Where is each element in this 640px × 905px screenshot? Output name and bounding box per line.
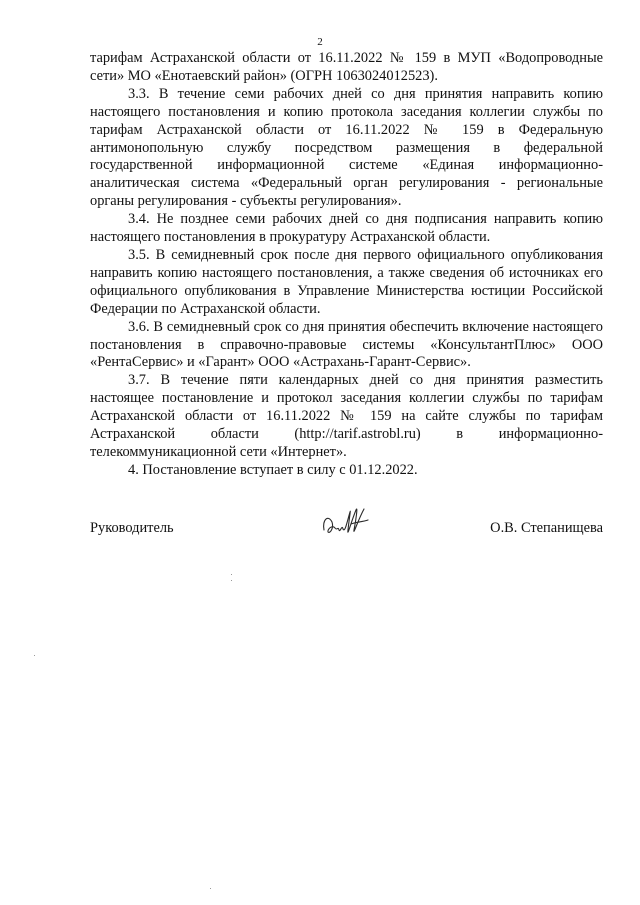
- scan-speck: [34, 655, 35, 656]
- paragraph-3-5: 3.5. В семидневный срок после дня первого официального опубликования направить копию настоящего постановления, а также сведения об источниках его официального опубликования в Управление Министерства юстиции Российской Федерации по Астраханской области.: [90, 246, 603, 317]
- paragraph-continuation: тарифам Астраханской области от 16.11.2022 № 159 в МУП «Водопроводные сети» МО «Енотаевский район» (ОГРН 1063024012523).: [90, 50, 603, 84]
- paragraph-3-6: 3.6. В семидневный срок со дня принятия обеспечить включение настоящего постановления в справочно-правовые системы «КонсультантПлюс» ООО «РентаСервис» и «Гарант» ООО «Астрахань-Гарант-Сервис».: [90, 318, 603, 371]
- paragraph-3-3: 3.3. В течение семи рабочих дней со дня принятия направить копию настоящего постановления и копию протокола заседания коллегии службы по тарифам Астраханской области от 16.11.2022 № 159 в Федеральную антимонопольную службу посредством размещения в федеральной государственной информационной системе «Единая информационно-аналитическая система «Федеральный орган регулирования - региональные органы регулирования - субъекты регулирования».: [90, 85, 603, 210]
- paragraph-3-4: 3.4. Не позднее семи рабочих дней со дня подписания направить копию настоящего постановления в прокуратуру Астраханской области.: [90, 211, 603, 246]
- document-body: [90, 50, 603, 480]
- scan-speck: [231, 574, 232, 575]
- page-number: 2: [317, 36, 323, 48]
- signatory-name: О.В. Степанищева: [490, 520, 603, 536]
- scan-speck: [231, 580, 232, 581]
- handwritten-signature: [318, 500, 374, 546]
- paragraph-3-7: 3.7. В течение пяти календарных дней со дня принятия разместить настоящее постановление и протокол заседания коллегии службы по тарифам Астраханской области от 16.11.2022 № 159 на сайте службы по тарифам Астраханской области (http://tarif.astrobl.ru) в информационно-телекоммуникационной сети «Интернет».: [90, 372, 603, 460]
- signatory-title: Руководитель: [90, 520, 174, 536]
- signature-block: [90, 500, 603, 550]
- paragraph-4: 4. Постановление вступает в силу с 01.12.2022.: [128, 461, 418, 478]
- scan-speck: [210, 888, 211, 889]
